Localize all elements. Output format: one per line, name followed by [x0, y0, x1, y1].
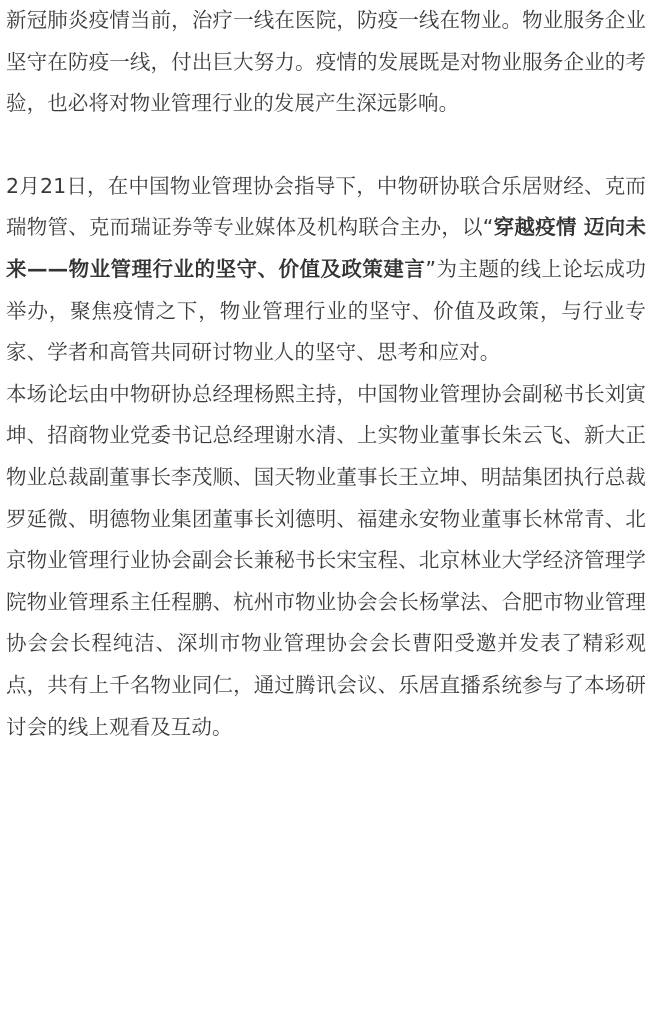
- forum-theme-emphasis: 穿越疫情 迈向未来——物业管理行业的坚守、价值及政策建言: [6, 215, 646, 281]
- paragraph-participants: 本场论坛由中物研协总经理杨熙主持，中国物业管理协会副秘书长刘寅坤、招商物业党委书记总经理谢水清、上实物业董事长朱云飞、新大正物业总裁副董事长李茂顺、国天物业董事长王立坤、明喆集团执行总裁罗延微、明德物业集团董事长刘德明、福建永安物业董事长林常青、北京物业管理行业协会副会长兼秘书长宋宝程、北京林业大学经济管理学院物业管理系主任程鹏、杭州市物业协会会长杨掌法、合肥市物业管理协会会长程纯洁、深圳市物业管理协会会长曹阳受邀并发表了精彩观点，共有上千名物业同仁，通过腾讯会议、乐居直播系统参与了本场研讨会的线上观看及互动。: [6, 381, 646, 739]
- paragraph-forum-announcement: [6, 166, 646, 374]
- paragraph-intro: 新冠肺炎疫情当前，治疗一线在医院，防疫一线在物业。物业服务企业坚守在防疫一线，付出巨大努力。疫情的发展既是对物业服务企业的考验，也必将对物业管理行业的发展产生深远影响。: [6, 8, 646, 116]
- paragraph-forum-text-before: 2月21日，在中国物业管理协会指导下，中物研协联合乐居财经、克而瑞物管、克而瑞证券等专业媒体及机构联合主办，以“: [6, 173, 646, 240]
- paragraph-forum-text-after: ”为主题的线上论坛成功举办，聚焦疫情之下，物业管理行业的坚守、价值及政策，与行业专家、学者和高管共同研讨物业人的坚守、思考和应对。: [6, 256, 646, 365]
- article-body: [6, 0, 646, 748]
